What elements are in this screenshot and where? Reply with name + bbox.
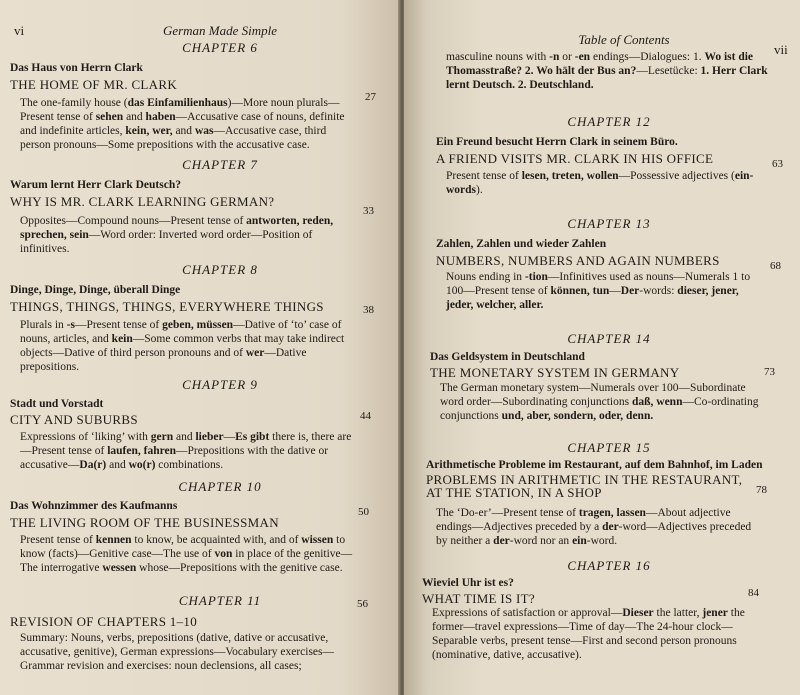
english-title: WHY IS MR. CLARK LEARNING GERMAN?	[10, 194, 275, 209]
german-title: Wieviel Uhr ist es?	[422, 577, 514, 589]
page-number: 84	[748, 587, 759, 599]
description: Opposites—Compound nouns—Present tense of antworten, reden, sprechen, sein—Word order: Inverted word order—Position of infinitives.	[20, 215, 334, 255]
german-title: Stadt und Vorstadt	[10, 398, 104, 410]
english-title: PROBLEMS IN ARITHMETIC IN THE RESTAURANT, AT THE STATION, IN A SHOP	[426, 472, 743, 500]
german-title: Das Geldsystem in Deutschland	[430, 351, 585, 363]
chapter-heading: CHAPTER 13	[567, 216, 651, 231]
left-folio: vi	[14, 23, 25, 38]
description: Expressions of satisfaction or approval—Dieser the latter, jener the former—travel expressions—Time of day—The 24-hour clock—Separable verbs, present tense—First and second person pronouns (nominative, dative, accusative).	[432, 607, 745, 661]
page-number: 73	[764, 366, 775, 378]
english-title: REVISION OF CHAPTERS 1–10	[10, 614, 197, 629]
chapter-heading: CHAPTER 7	[182, 157, 258, 172]
description: Plurals in -s—Present tense of geben, müssen—Dative of ‘to’ case of nouns, articles, and kein—Some common verbs that may take indirect objects—Dative of third person pronouns and of wer—Dative prepositions.	[20, 319, 345, 373]
page-number: 78	[756, 484, 767, 496]
right-folio: vii	[774, 42, 788, 57]
right-page	[404, 0, 800, 695]
description: The German monetary system—Numerals over 100—Subordinate word order—Subordinating conjunctions daß, wenn—Co-ordinating conjunctions und, aber, sondern, oder, denn.	[440, 382, 759, 422]
german-title: Das Wohnzimmer des Kaufmanns	[10, 500, 178, 512]
chapter-heading: CHAPTER 8	[182, 262, 258, 277]
chapter-heading: CHAPTER 14	[567, 331, 651, 346]
page-number: 56	[357, 598, 368, 610]
english-title: NUMBERS, NUMBERS AND AGAIN NUMBERS	[436, 253, 720, 268]
chapter-heading: CHAPTER 15	[567, 440, 651, 455]
description: Summary: Nouns, verbs, prepositions (dative, dative or accusative, accusative, genitive), German expressions—Vocabulary exercises—Grammar revision and exercises: noun declensions, all cases;	[20, 632, 335, 672]
page-number: 68	[770, 260, 781, 272]
description: Nouns ending in -tion—Infinitives used as nouns—Numerals 1 to 100—Present tense of können, tun—Der-words: dieser, jener, jeder, welcher, aller.	[446, 271, 751, 311]
description: Present tense of kennen to know, be acquainted with, and of wissen to know (facts)—Genitive case—The use of von in place of the genitive—The interrogative wessen whose—Prepositions with the genitive case.	[20, 534, 353, 574]
chapter-heading: CHAPTER 12	[567, 114, 651, 129]
page-number: 38	[363, 304, 374, 316]
description: The one-family house (das Einfamilienhaus)—More noun plurals—Present tense of sehen and haben—Accusative case of nouns, definite and indefinite articles, kein, wer, and was—Accusative case, third person pronouns—Some prepositions with the accusative case.	[20, 97, 345, 151]
english-title: A FRIEND VISITS MR. CLARK IN HIS OFFICE	[436, 151, 714, 166]
description: Expressions of ‘liking’ with gern and lieber—Es gibt there is, there are—Present tense of laufen, fahren—Prepositions with the dative or accusative—Da(r) and wo(r) combinations.	[20, 431, 352, 471]
chapter-heading: CHAPTER 6	[182, 40, 258, 55]
english-title: THE LIVING ROOM OF THE BUSINESSMAN	[10, 515, 279, 530]
page-number: 50	[358, 506, 369, 518]
page-number: 63	[772, 158, 783, 170]
german-title: Warum lernt Herr Clark Deutsch?	[10, 179, 181, 191]
german-title: Zahlen, Zahlen und wieder Zahlen	[436, 238, 607, 250]
left-running-head: German Made Simple	[162, 23, 278, 38]
english-title: CITY AND SUBURBS	[10, 412, 138, 427]
chapter-heading: CHAPTER 10	[178, 479, 262, 494]
german-title: Ein Freund besucht Herrn Clark in seinem Büro.	[436, 136, 678, 148]
german-title: Arithmetische Probleme im Restaurant, auf dem Bahnhof, im Laden	[426, 459, 763, 471]
german-title: Das Haus von Herrn Clark	[10, 62, 143, 74]
description: Present tense of lesen, treten, wollen—Possessive adjectives (ein-words).	[446, 170, 754, 196]
chapter-heading: CHAPTER 9	[182, 377, 258, 392]
right-running-head: Table of Contents	[578, 32, 670, 47]
chapter-heading: CHAPTER 16	[567, 558, 651, 573]
description: The ‘Do-er’—Present tense of tragen, lassen—About adjective endings—Adjectives preceded by a der-word—Adjectives preceded by neither a der-word nor an ein-word.	[436, 507, 752, 547]
chapter-heading: CHAPTER 11	[178, 593, 262, 608]
continuation-description: masculine nouns with -n or -en endings—Dialogues: 1. Wo ist die Thomasstraße? 2. Wo hält der Bus an?—Lesetücke: 1. Herr Clark lernt Deutsch. 2. Deutschland.	[446, 51, 768, 91]
english-title: THE MONETARY SYSTEM IN GERMANY	[430, 365, 680, 380]
page-number: 44	[360, 410, 371, 422]
english-title: THE HOME OF MR. CLARK	[10, 77, 178, 92]
german-title: Dinge, Dinge, Dinge, überall Dinge	[10, 284, 181, 296]
english-title: WHAT TIME IS IT?	[422, 591, 535, 606]
page-number: 33	[363, 205, 374, 217]
page-number: 27	[365, 91, 376, 103]
english-title: THINGS, THINGS, THINGS, EVERYWHERE THINGS	[10, 299, 324, 314]
